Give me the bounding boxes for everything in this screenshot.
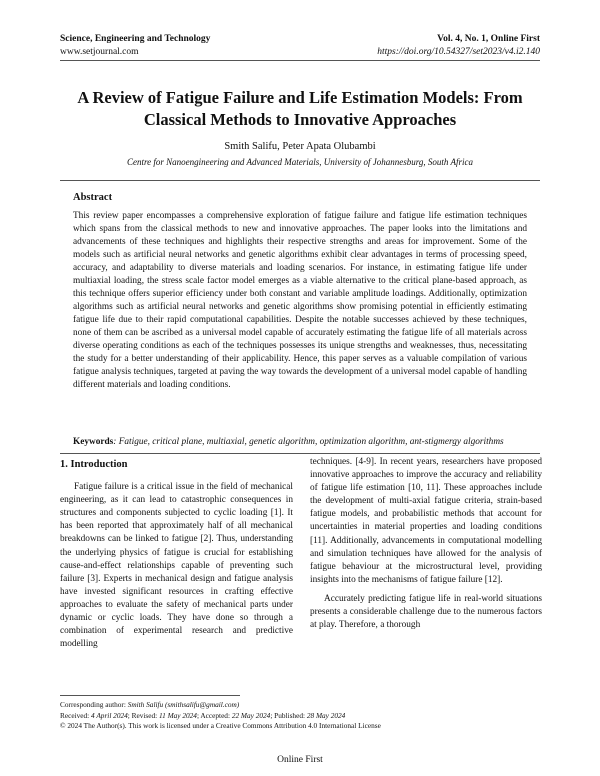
corresponding-author [60,700,540,711]
published-date: 28 May 2024 [306,710,346,720]
keywords-label: Keywords [73,437,114,447]
affiliation: Centre for Nanoengineering and Advanced Materials, University of Johannesburg, South Africa [127,157,473,167]
authors: Smith Salifu, Peter Apata Olubambi [224,141,376,152]
journal-name: Science, Engineering and Technology [60,34,211,44]
paragraph: Fatigue failure is a critical issue in the field of mechanical engineering, as it can lead to catastrophic consequences in structures and components subjected to cyclic loading [1]. It has been reported that approximately half of all mechanical breakdowns can be linked to fatigue [2]. Thus, understanding the underlying physics of fatigue is crucial for establishing cause-and-effect relationships capable of preventing such failure [3]. Experts in mechanical design and fatigue analysis have invested significant resources in crafting effective approaches to evaluate the safety of mechanical parts under dynamic or cyclic loads. They have done so through a combination of experimental research and predictive modelling [60,482,293,650]
abstract-heading: Abstract [73,192,113,203]
corr-label: Corresponding author: [60,700,128,709]
footnote-divider [60,695,240,696]
published-label: ; Published: [270,710,307,720]
right-column [310,456,542,638]
header-divider [60,60,540,61]
paragraph: techniques. [4-9]. In recent years, researchers have proposed innovative approaches to improve the accuracy and reliability of fatigue life estimation [10, 11]. These approaches include the development of multi-axial fatigue criteria, strain-based fatigue models, and probabilistic methods that account for uncertainties in material properties and loading conditions [11]. Additionally, advancements in computational modelling and simulation techniques have allowed for the analysis of fatigue behaviour at the microstructural level, providing insights into the mechanisms of fatigue failure [12]. [310,457,542,585]
keywords [73,436,527,449]
journal-website-link[interactable]: www.setjournal.com [60,47,139,57]
footnote [60,700,540,732]
paper-title: A Review of Fatigue Failure and Life Estimation Models: From Classical Methods to Innovative Approaches [77,88,523,129]
received-date: 4 April 2024 [91,710,128,720]
revised-label: ; Revised: [127,710,159,720]
issue-info: Vol. 4, No. 1, Online First [437,34,540,44]
accepted-date: 22 May 2024 [231,710,271,720]
keywords-value: : Fatigue, critical plane, multiaxial, genetic algorithm, optimization algorithm, ant-stigmergy algorithms [113,437,504,447]
keywords-divider [60,453,540,454]
doi-link[interactable]: https://doi.org/10.54327/set2023/v4.i2.140 [377,47,540,57]
revised-date: 11 May 2024 [158,710,197,720]
abstract-top-divider [60,180,540,181]
page-footer-label: Online First [277,755,323,765]
left-column [60,456,293,657]
abstract-text: This review paper encompasses a comprehensive exploration of fatigue failure and fatigue life estimation techniques which spans from the classical methods to new and innovative approaches. The paper looks into the limitations and advancements of these techniques and highlights their respective strengths and areas for improvement. Some of the models such as artificial neural networks and genetic algorithms exhibit clear advantages in terms of processing speed, accuracy, and adaptability to diverse materials and loading scenarios. For instance, in estimating fatigue life under multiaxial loading, the stress scale factor model emerges as a viable alternative to the critical plane-based approach, as this technique offers superior efficiency under both constant and variable amplitude loadings. Additionally, optimization algorithms such as artificial neural networks and genetic algorithms show promising potential in efficiently estimating fatigue life due to their rapid computational capabilities. Despite the notable successes achieved by these techniques, none of them can be ascribed as a universal model capable of accurately estimating the fatigue life of all materials across diverse operating conditions as each of the techniques possesses its unique strengths and weaknesses, thus, necessitating the study for a better understanding of their applicability. Hence, this paper serves as a valuable compilation of various fatigue analysis techniques, targeted at paving the way towards the development of a universal model capable of handling different materials and loading conditions. [73,211,527,390]
dates [60,711,540,722]
license[interactable]: © 2024 The Author(s). This work is licensed under a Creative Commons Attribution 4.0 International License [60,721,381,730]
accepted-label: ; Accepted: [196,710,232,720]
received-label: Received: [60,710,91,720]
section-heading: 1. Introduction [60,459,128,470]
corr-value[interactable]: Smith Salifu (smithsalifu@gmail.com) [127,700,240,709]
paragraph: Accurately predicting fatigue life in real-world situations presents a considerable challenge due to the numerous factors at play. Therefore, a thorough [310,593,542,631]
